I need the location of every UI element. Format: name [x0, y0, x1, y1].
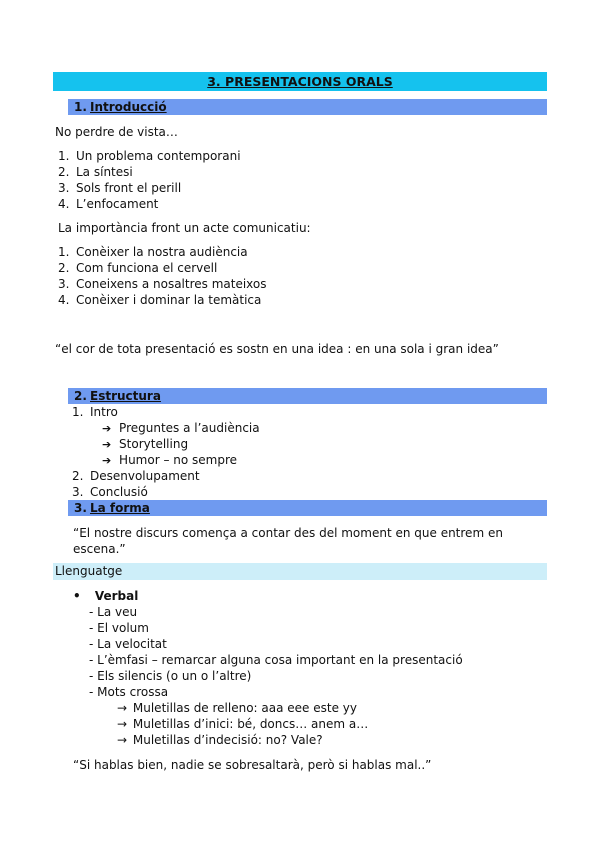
section-label: La forma — [90, 501, 150, 515]
quote-line: “El nostre discurs comença a contar des del moment en que entrem en — [73, 526, 503, 540]
sub-list-item: → Muletillas d’inici: bé, doncs… anem a… — [117, 717, 369, 731]
bullet-icon: • — [73, 589, 81, 603]
section-number: 2. — [74, 389, 87, 403]
dash-item: - La velocitat — [89, 637, 167, 651]
sub-list-item: → Muletillas d’indecisió: no? Vale? — [117, 733, 323, 747]
section-header-estructura — [68, 388, 547, 404]
quote-hablar: “Si hablas bien, nadie se sobresaltarà, però si hablas mal..” — [73, 758, 432, 772]
arrow-right-icon: ➔ — [102, 438, 112, 451]
subsection-header-llenguatge: Llenguatge — [53, 563, 547, 580]
dash-item: - L’èmfasi – remarcar alguna cosa important en la presentació — [89, 653, 463, 667]
section-label: Introducció — [90, 100, 167, 114]
bullet-verbal: • Verbal — [73, 589, 139, 603]
arrow-right-icon: → — [117, 733, 128, 747]
sub-list-item: ➔ Preguntes a l’audiència — [102, 421, 260, 435]
sub-list-item: ➔ Storytelling — [102, 437, 189, 451]
quote-central-idea: “el cor de tota presentació es sostn en una idea : en una sola i gran idea” — [55, 342, 499, 356]
intro-text-2: La importància front un acte comunicatiu: — [58, 221, 311, 235]
dash-item: - La veu — [89, 605, 138, 619]
section-number: 1. — [74, 100, 87, 114]
arrow-right-icon: ➔ — [102, 422, 112, 435]
section-number: 3. — [74, 501, 87, 515]
section-header-introduccio — [68, 99, 547, 115]
section-label: Estructura — [90, 389, 161, 403]
page-title: 3. PRESENTACIONS ORALS — [53, 72, 547, 91]
dash-item: - El volum — [89, 621, 149, 635]
sub-list-item: ➔ Humor – no sempre — [102, 453, 238, 467]
quote-line: escena.” — [73, 542, 126, 556]
sub-list-item: → Muletillas de relleno: aaa eee este yy — [117, 701, 357, 715]
arrow-right-icon: ➔ — [102, 454, 112, 467]
dash-item: - Mots crossa — [89, 685, 169, 699]
dash-item: - Els silencis (o un o l’altre) — [89, 669, 252, 683]
document-page: 3. PRESENTACIONS ORALS 1. Introducció No perdre de vista… 1. Un problema contemporani 2. La síntesi 3. Sols front el perill 4. L’enfocament La importància front un acte comunicatiu: 1. Conèixer la nostra audiència 2. Com funciona el cervell 3. Coneixens a nosaltres mateixos 4. Conèixer i dominar la temàtica “el cor de tota presentació es sostn en una idea : en una sola i gran idea” 2. Estructura 1. Intro ➔ Preguntes a l’audiència ➔ Storytelling ➔ Humor – no sempre 2. Desenvolupament 3. Conclusió 3. La forma “El nostre discurs comença a contar des del moment en que entrem en escena.” Llenguatge • Verbal - La veu - El volum - La velocitat - L’èmfasi – remarcar alguna cosa important en la presentació - Els silencis (o un o l’altre) - Mots crossa → Muletillas de relleno: aaa eee este yy → Muletillas d’inici: bé, doncs… anem a… → Muletillas d’indecisió: no? Vale? “Si hablas bien, nadie se sobresaltarà, però si hablas mal..” — [0, 0, 600, 848]
intro-text: No perdre de vista… — [55, 125, 178, 139]
arrow-right-icon: → — [117, 717, 128, 731]
arrow-right-icon: → — [117, 701, 128, 715]
section-header-la-forma — [68, 500, 547, 516]
